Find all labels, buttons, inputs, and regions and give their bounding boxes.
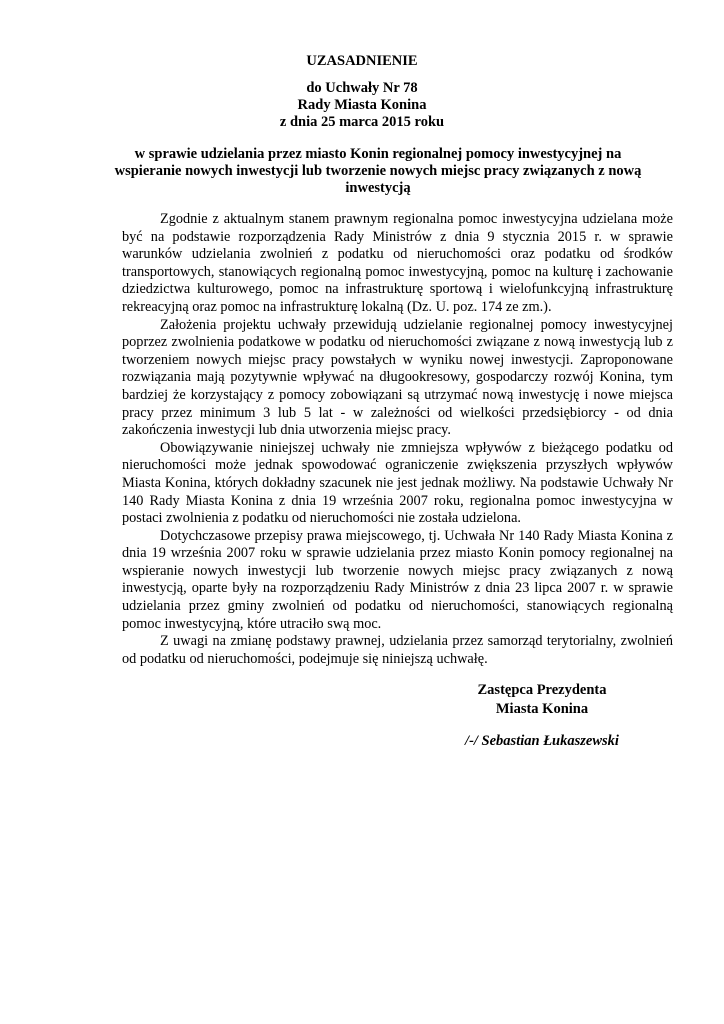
signatory-institution: Miasta Konina	[495, 701, 589, 717]
signatory-name: /-/ Sebastian Łukaszewski	[465, 733, 619, 749]
resolution-number: do Uchwały Nr 78	[306, 80, 418, 96]
resolution-subject: w sprawie udzielania przez miasto Konin regionalnej pomocy inwestycyjnej na wspieranie nowych inwestycji lub tworzenie nowych miejsc pracy związanych z nową inwestycją	[114, 146, 642, 196]
paragraph: Zgodnie z aktualnym stanem prawnym regionalna pomoc inwestycyjna udzielana może być na podstawie rozporządzenia Rady Ministrów z dnia 9 stycznia 2015 r. w sprawie warunków udzielania zwolnień z podatku od nieruchomości oraz podatku od środków transportowych, stanowiących regionalną pomoc inwestycyjną, pomoc na kulturę i zachowanie dziedzictwa kulturowego, pomoc na infrastrukturę sportową i wielofunkcyjną infrastrukturę rekreacyjną oraz pomoc na infrastrukturę lokalną (Dz. U. poz. 174 ze zm.).	[122, 211, 673, 315]
paragraph: Dotychczasowe przepisy prawa miejscowego, tj. Uchwała Nr 140 Rady Miasta Konina z dnia 19 września 2007 roku w sprawie udzielania przez miasto Konin pomocy regionalnej na wspieranie nowych inwestycji lub tworzenie nowych miejsc pracy związanych z nową inwestycją, oparte były na rozporządzeniu Rady Ministrów z dnia 23 lipca 2007 r. w sprawie udzielania przez gminy zwolnień od podatku od nieruchomości, stanowiących regionalną pomoc inwestycyjną, które utraciło swą moc.	[122, 527, 673, 632]
document-title: UZASADNIENIE	[306, 53, 418, 69]
paragraph: Z uwagi na zmianę podstawy prawnej, udzielania przez samorząd terytorialny, zwolnień od podatku od nieruchomości, podejmuje się niniejszą uchwałę.	[122, 633, 673, 667]
resolution-date: z dnia 25 marca 2015 roku	[279, 114, 445, 130]
paragraph: Obowiązywanie niniejszej uchwały nie zmniejsza wpływów z bieżącego podatku od nieruchomości może jednak spowodować ograniczenie zwiększenia przyszłych wpływów Miasta Konina, których dokładny szacunek nie jest jednak możliwy. Na podstawie Uchwały Nr 140 Rady Miasta Konina z dnia 19 września 2007 roku, regionalna pomoc inwestycyjna w postaci zwolnienia z podatku od nieruchomości nie została udzielona.	[122, 439, 673, 527]
resolution-header	[0, 80, 724, 131]
council-name: Rady Miasta Konina	[297, 97, 427, 113]
justification-body	[122, 211, 673, 668]
signatory-role: Zastępca Prezydenta	[477, 682, 607, 698]
signature-block	[450, 681, 634, 751]
paragraph: Założenia projektu uchwały przewidują udzielanie regionalnej pomocy inwestycyjnej poprzez zwolnienia podatkowe w podatku od nieruchomości związane z nową inwestycją lub z tworzeniem nowych miejsc pracy powstałych w wyniku nowej inwestycji. Zaproponowane rozwiązania mają pozytywnie wpływać na długookresowy, gospodarczy rozwój Konina, tym bardziej że korzystający z pomocy zobowiązani są utrzymać nową inwestycję i nowe miejsca pracy przez minimum 3 lub 5 lat - w zależności od wielkości przedsiębiorcy - od dnia zakończenia inwestycji lub dnia utworzenia miejsc pracy.	[122, 316, 673, 439]
